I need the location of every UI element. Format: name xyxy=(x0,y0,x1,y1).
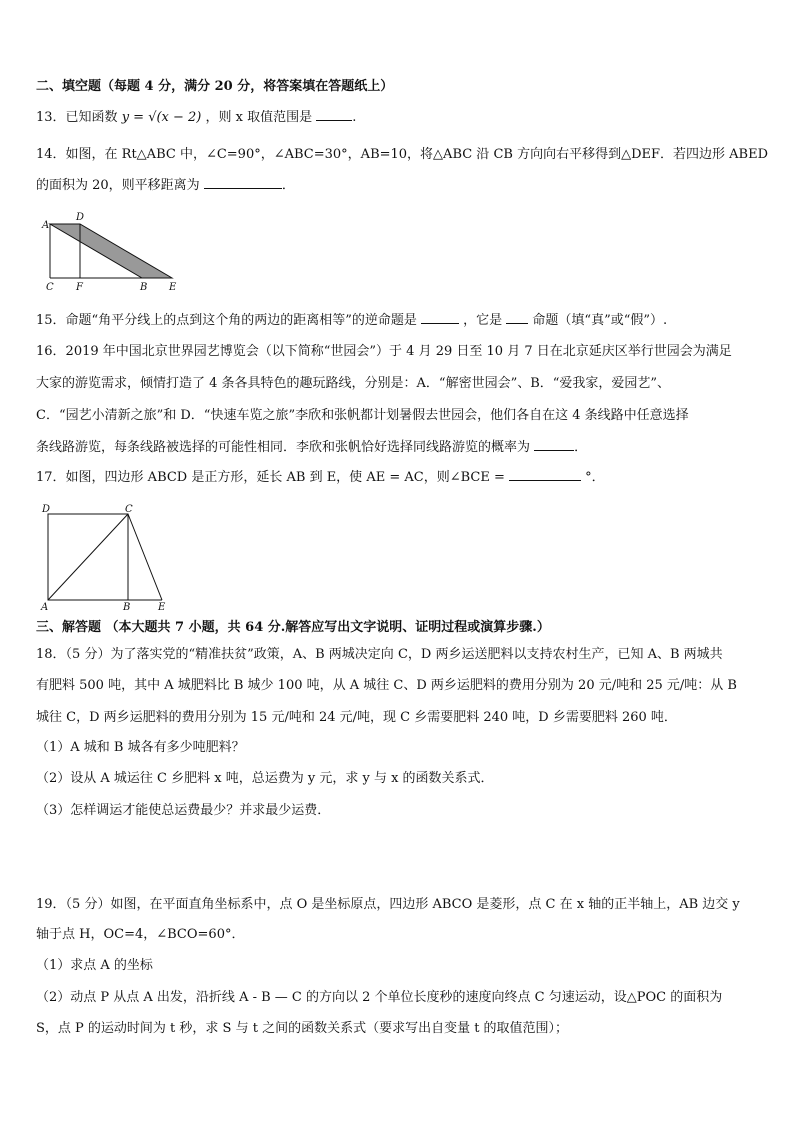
question-18-line-3: 城往 C，D 两乡运肥料的费用分别为 15 元/吨和 24 元/吨，现 C 乡需要肥料 240 吨，D 乡需要肥料 260 吨． xyxy=(36,710,677,725)
q16-answer-blank[interactable] xyxy=(534,438,574,451)
question-19-sub-2-line-1: （2）动点 P 从点 A 出发，沿折线 A - B — C 的方向以 2 个单位长度秒的速度向终点 C 匀速运动，设△POC 的面积为 xyxy=(36,990,723,1005)
q15-text-3: 命题（填“真”或“假”）. xyxy=(532,313,668,328)
question-16-line-4: 条线路游览，每条线路被选择的可能性相同．李欣和张帆恰好选择同线路游览的概率为 ． xyxy=(36,440,588,455)
question-18-sub-3: （3）怎样调运才能使总运费最少？并求最少运费． xyxy=(36,803,331,818)
question-19-line-1: 19．（5 分）如图，在平面直角坐标系中，点 O 是坐标原点，四边形 ABCO 是菱形，点 C 在 x 轴的正半轴上，AB 边交 y xyxy=(36,897,740,912)
question-15 xyxy=(36,311,667,330)
q15-text-1: 15．命题“角平分线上的点到这个角的两边的距离相等”的逆命题是 xyxy=(36,313,417,328)
label-c: C xyxy=(46,282,54,292)
question-14-line-1: 14．如图，在 Rt△ABC 中，∠C=90°，∠ABC=30°，AB=10，将△ABC 沿 CB 方向向右平移得到△DEF．若四边形 ABED xyxy=(36,147,768,162)
q13-formula: y = √(x − 2) xyxy=(121,110,202,125)
label-e: E xyxy=(169,282,177,292)
diagonal-ac xyxy=(48,514,128,600)
q15-text-2: ，它是 xyxy=(463,313,503,328)
label-b: B xyxy=(140,282,148,292)
figure-14 xyxy=(36,212,184,292)
label-e: E xyxy=(158,602,166,613)
question-13: 13．已知函数 y = √(x − 2) ，则 x 取值范围是 . xyxy=(36,110,357,125)
q14-answer-blank[interactable] xyxy=(204,176,282,189)
question-18-line-2: 有肥料 500 吨，其中 A 城肥料比 B 城少 100 吨，从 A 城往 C、D 两乡运肥料的费用分别为 20 元/吨和 25 元/吨：从 B xyxy=(36,678,737,693)
segment-ce xyxy=(128,514,162,600)
q13-suffix: ，则 x 取值范围是 xyxy=(205,110,313,125)
label-f: F xyxy=(76,282,83,292)
label-b: B xyxy=(123,602,131,613)
question-18-sub-1: （1）A 城和 B 城各有多少吨肥料？ xyxy=(36,740,245,755)
label-a: A xyxy=(41,602,49,613)
question-14-line-2: 的面积为 20，则平移距离为 ． xyxy=(36,178,295,193)
section-2-title: 二、填空题（每题 4 分，满分 20 分，将答案填在答题纸上） xyxy=(36,79,394,94)
question-19-sub-1: （1）求点 A 的坐标 xyxy=(36,958,153,973)
label-d: D xyxy=(76,212,85,223)
question-18-line-1: 18．（5 分）为了落实党的“精准扶贫”政策，A、B 两城决定向 C，D 两乡运送肥料以支持农村生产，已知 A、B 两城共 xyxy=(36,647,723,662)
figure-17 xyxy=(36,502,176,614)
question-19-line-2: 轴于点 H，OC=4，∠BCO=60°． xyxy=(36,927,245,942)
question-17 xyxy=(36,468,605,487)
q14-line2-text: 的面积为 20，则平移距离为 xyxy=(36,178,200,193)
q13-prefix: 13．已知函数 xyxy=(36,110,118,125)
section-3-title: 三、解答题 （本大题共 7 小题，共 64 分.解答应写出文字说明、证明过程或演算步骤.） xyxy=(36,620,550,635)
q15-blank-1[interactable] xyxy=(421,311,459,324)
question-18-sub-2: （2）设从 A 城运往 C 乡肥料 x 吨，总运费为 y 元，求 y 与 x 的函数关系式． xyxy=(36,771,494,786)
shaded-parallelogram xyxy=(50,224,172,278)
question-16-line-3: C．“园艺小清新之旅”和 D．“快速车览之旅”李欣和张帆都计划暑假去世园会，他们各自在这 4 条线路中任意选择 xyxy=(36,408,689,423)
q17-text: 17．如图，四边形 ABCD 是正方形，延长 AB 到 E，使 AE = AC，则∠BCE = xyxy=(36,470,505,485)
label-d: D xyxy=(42,504,51,515)
q17-answer-blank[interactable] xyxy=(509,468,581,481)
q17-tail: °． xyxy=(585,470,605,485)
label-a: A xyxy=(42,220,50,231)
q16-line4-text: 条线路游览，每条线路被选择的可能性相同．李欣和张帆恰好选择同线路游览的概率为 xyxy=(36,440,531,455)
label-c: C xyxy=(125,504,133,515)
q13-answer-blank[interactable] xyxy=(316,108,352,121)
q15-blank-2[interactable] xyxy=(506,311,528,324)
question-19-sub-2-line-2: S，点 P 的运动时间为 t 秒，求 S 与 t 之间的函数关系式（要求写出自变量 t 的取值范围）； xyxy=(36,1021,569,1036)
question-16-line-2: 大家的游览需求，倾情打造了 4 条各具特色的趣玩路线，分别是：A．“解密世园会”、B．“爱我家，爱园艺”、 xyxy=(36,376,671,391)
question-16-line-1: 16．2019 年中国北京世界园艺博览会（以下简称“世园会”）于 4 月 29 日至 10 月 7 日在北京延庆区举行世园会为满足 xyxy=(36,344,732,359)
